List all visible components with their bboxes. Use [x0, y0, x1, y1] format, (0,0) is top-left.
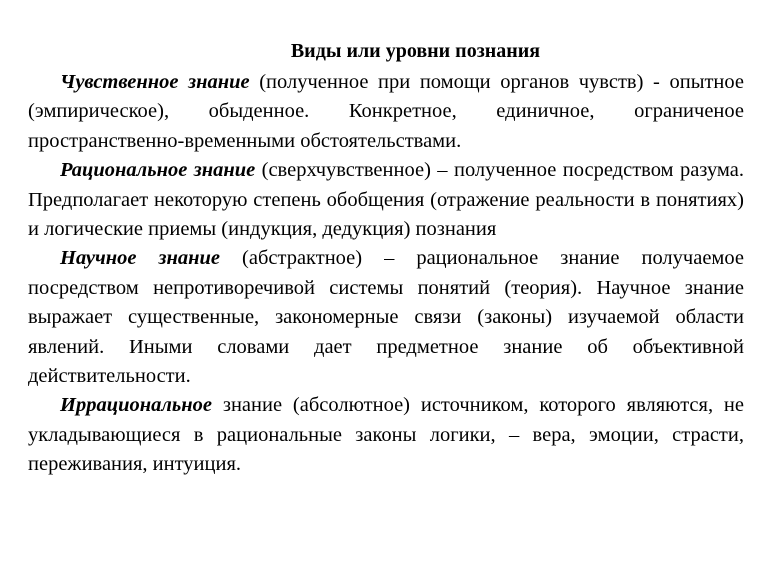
- term-rational-knowledge: Рациональное знание: [60, 159, 256, 182]
- paragraph-text: (сверхчувственное) – полученное посредством разума. Предполагает некоторую степень обобщения (отражение реальности в понятиях) и логические приемы (индукция, дедукция) познания: [28, 159, 744, 241]
- paragraph-scientific-knowledge: [28, 244, 744, 391]
- paragraph-text: знание (абсолютное) источником, которого являются, не укладывающиеся в рациональные законы логики, – вера, эмоции, страсти, переживания, интуиция.: [28, 394, 744, 476]
- paragraph-text: (полученное при помощи органов чувств) - опытное (эмпирическое), обыденное. Конкретное, единичное, ограниченое пространственно-временными обстоятельствами.: [28, 71, 744, 152]
- term-scientific-knowledge: Научное знание: [60, 247, 221, 270]
- paragraph-rational-knowledge: [28, 156, 744, 244]
- term-irrational-knowledge: Иррациональное: [60, 394, 212, 417]
- document-body: [28, 68, 744, 480]
- paragraph-text: (абстрактное) – рациональное знание получаемое посредством непротиворечивой системы понятий (теория). Научное знание выражает существенные, закономерные связи (законы) изучаемой области явлений. Иными словами дает предметное знание об объективной действительности.: [28, 247, 744, 388]
- page-title: Виды или уровни познания: [290, 40, 541, 62]
- paragraph-irrational-knowledge: [28, 391, 744, 479]
- paragraph-sensory-knowledge: [28, 68, 744, 156]
- term-sensory-knowledge: Чувственное знание: [60, 71, 250, 93]
